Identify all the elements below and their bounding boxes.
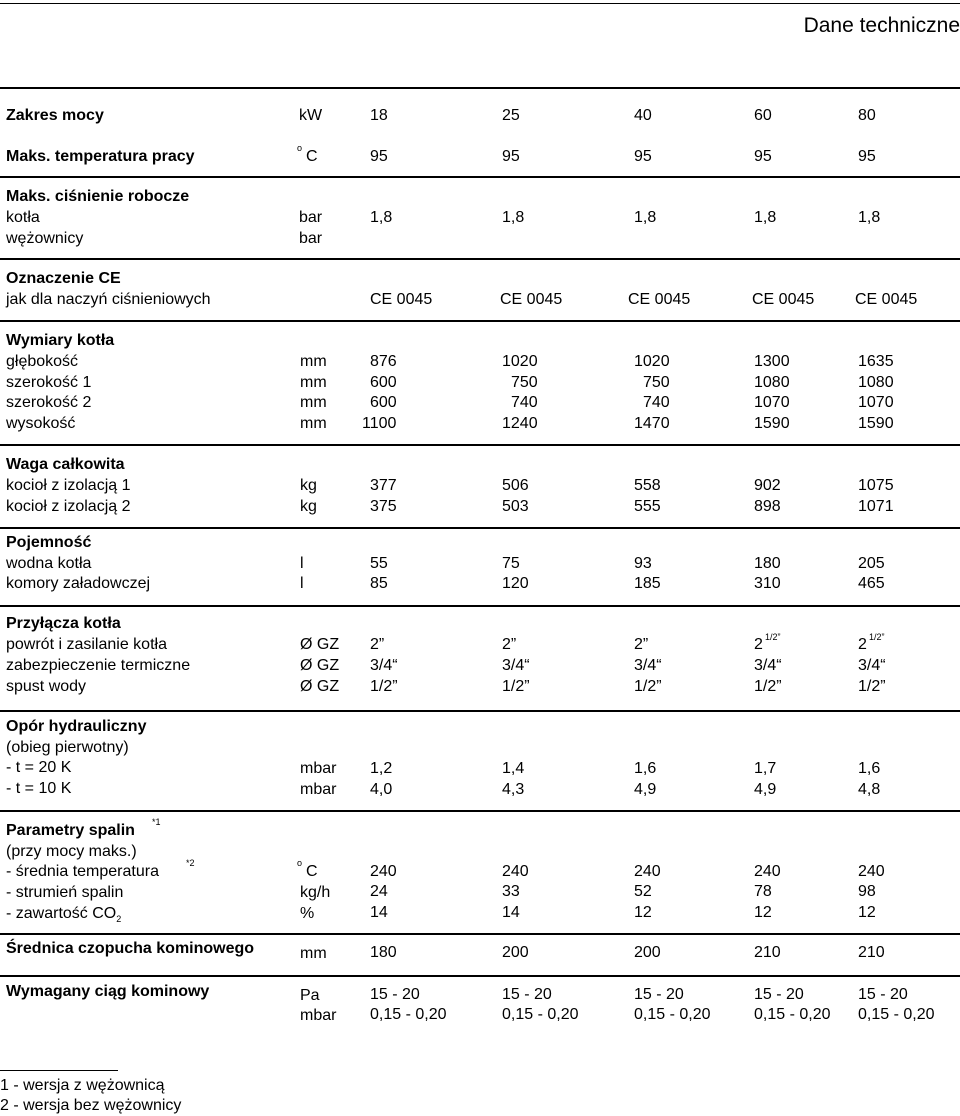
value: 240 <box>634 863 661 880</box>
row-label: komory załadowczej <box>6 575 151 592</box>
value: 2 <box>858 636 867 653</box>
value: 740 <box>643 394 670 411</box>
value: 1071 <box>858 498 894 515</box>
unit: l <box>300 575 304 592</box>
row-label-ciag: Wymagany ciąg kominowy <box>6 983 210 1000</box>
value: 558 <box>634 477 661 494</box>
footnote-ref: *2 <box>186 858 195 868</box>
value: 180 <box>754 555 781 572</box>
row-label: wężownicy <box>6 230 84 247</box>
value: 750 <box>511 374 538 391</box>
value: 4,9 <box>754 781 777 798</box>
row-label: wysokość <box>6 415 76 432</box>
value: 2 <box>754 636 763 653</box>
value: 1/2” <box>502 678 530 695</box>
row-label: zabezpieczenie termiczne <box>6 657 191 674</box>
unit: l <box>300 555 304 572</box>
value: 1070 <box>858 394 894 411</box>
unit: C <box>306 148 318 165</box>
value: 1/2” <box>634 678 662 695</box>
value: 210 <box>754 944 781 961</box>
table-rule <box>0 258 960 260</box>
value: 1,8 <box>634 209 657 226</box>
footnote: 1 - wersja z wężownicą <box>0 1077 165 1094</box>
unit: C <box>306 863 318 880</box>
section-title-opor: Opór hydrauliczny <box>6 718 147 735</box>
value: 52 <box>634 883 652 900</box>
section-subtitle: (obieg pierwotny) <box>6 739 129 756</box>
value: 15 - 20 <box>502 986 552 1003</box>
value: 240 <box>754 863 781 880</box>
value: 1,6 <box>634 760 657 777</box>
value: 24 <box>370 883 388 900</box>
row-label-zakres: Zakres mocy <box>6 107 104 124</box>
row-label: szerokość 2 <box>6 394 92 411</box>
subscript: 2 <box>116 914 122 924</box>
unit: bar <box>299 230 323 247</box>
row-label: - strumień spalin <box>6 884 124 901</box>
value: 1020 <box>634 353 670 370</box>
row-label: kocioł z izolacją 2 <box>6 498 131 515</box>
value: 15 - 20 <box>858 986 908 1003</box>
value: 15 - 20 <box>370 986 420 1003</box>
unit: Ø GZ <box>300 678 340 695</box>
value: CE 0045 <box>370 291 433 308</box>
row-label: szerokość 1 <box>6 374 92 391</box>
table-rule <box>0 527 960 529</box>
table-rule <box>0 444 960 446</box>
section-title-spaliny: Parametry spalin <box>6 822 135 839</box>
footnote-ref: *1 <box>152 817 161 827</box>
row-label-text: - zawartość CO <box>6 905 117 922</box>
unit: kg <box>300 477 317 494</box>
value: 40 <box>634 107 652 124</box>
table-rule <box>0 710 960 712</box>
value: 1,7 <box>754 760 777 777</box>
value: CE 0045 <box>855 291 918 308</box>
value: 1075 <box>858 477 894 494</box>
value: 1,8 <box>858 209 881 226</box>
unit: Ø GZ <box>300 657 340 674</box>
table-rule <box>0 176 960 178</box>
table-rule <box>0 320 960 322</box>
value: 1070 <box>754 394 790 411</box>
value: 2” <box>502 636 517 653</box>
row-label: jak dla naczyń ciśnieniowych <box>6 291 211 308</box>
value-sup: 1/2” <box>869 632 885 642</box>
row-label <box>6 904 121 925</box>
unit: Pa <box>300 987 320 1004</box>
value: 95 <box>858 148 876 165</box>
value: CE 0045 <box>628 291 691 308</box>
value: 0,15 - 0,20 <box>370 1006 447 1023</box>
unit: kW <box>299 107 323 124</box>
page-title: Dane techniczne <box>803 14 960 37</box>
value: 12 <box>754 904 772 921</box>
value: 600 <box>370 394 397 411</box>
value: 3/4“ <box>754 657 782 674</box>
value: 1635 <box>858 353 894 370</box>
value: 95 <box>754 148 772 165</box>
unit: mm <box>300 353 327 370</box>
row-label: spust wody <box>6 678 87 695</box>
value: 465 <box>858 575 885 592</box>
value: 876 <box>370 353 397 370</box>
value: 1590 <box>858 415 894 432</box>
value: 1/2” <box>754 678 782 695</box>
row-label: - t = 20 K <box>6 759 72 776</box>
value: 98 <box>858 883 876 900</box>
unit: % <box>300 905 315 922</box>
value: 14 <box>502 904 520 921</box>
table-rule <box>0 87 960 89</box>
value: 1,8 <box>502 209 525 226</box>
row-label: głębokość <box>6 353 79 370</box>
value: 0,15 - 0,20 <box>858 1006 935 1023</box>
unit: mm <box>300 415 327 432</box>
section-title-wymiary: Wymiary kotła <box>6 332 115 349</box>
unit: bar <box>299 209 323 226</box>
value: 0,15 - 0,20 <box>754 1006 831 1023</box>
value: 1470 <box>634 415 670 432</box>
value: 377 <box>370 477 397 494</box>
unit-sup: o <box>297 143 303 153</box>
value: 15 - 20 <box>634 986 684 1003</box>
value: 4,9 <box>634 781 657 798</box>
value: 3/4“ <box>634 657 662 674</box>
row-label: kotła <box>6 209 40 226</box>
value: 1080 <box>754 374 790 391</box>
value: 506 <box>502 477 529 494</box>
value: 95 <box>370 148 388 165</box>
section-subtitle: (przy mocy maks.) <box>6 843 137 860</box>
value: 2” <box>370 636 385 653</box>
section-title-ce: Oznaczenie CE <box>6 270 121 287</box>
value: 0,15 - 0,20 <box>502 1006 579 1023</box>
value: 33 <box>502 883 520 900</box>
unit: mbar <box>300 1007 337 1024</box>
row-label: - t = 10 K <box>6 780 72 797</box>
value: 1/2” <box>370 678 398 695</box>
value: 205 <box>858 555 885 572</box>
unit: mm <box>300 394 327 411</box>
value: 1300 <box>754 353 790 370</box>
table-rule <box>0 975 960 977</box>
value: 1,8 <box>370 209 393 226</box>
unit-sup: o <box>297 858 303 868</box>
table-rule <box>0 810 960 812</box>
unit: mbar <box>300 781 337 798</box>
value: 240 <box>370 863 397 880</box>
value: 0,15 - 0,20 <box>634 1006 711 1023</box>
value: 85 <box>370 575 388 592</box>
value: CE 0045 <box>500 291 563 308</box>
value: 80 <box>858 107 876 124</box>
value: 12 <box>634 904 652 921</box>
value: 503 <box>502 498 529 515</box>
value: 1,2 <box>370 760 393 777</box>
value: 95 <box>502 148 520 165</box>
value: 200 <box>634 944 661 961</box>
value: 1590 <box>754 415 790 432</box>
value: 18 <box>370 107 388 124</box>
value: 600 <box>370 374 397 391</box>
unit: mm <box>300 374 327 391</box>
value: 3/4“ <box>502 657 530 674</box>
value: CE 0045 <box>752 291 815 308</box>
footnote-divider <box>0 1070 118 1071</box>
row-label-czopuch: Średnica czopucha kominowego <box>6 940 255 957</box>
section-title-cisnienie: Maks. ciśnienie robocze <box>6 188 190 205</box>
value: 4,8 <box>858 781 881 798</box>
value: 95 <box>634 148 652 165</box>
value: 3/4“ <box>858 657 886 674</box>
value: 12 <box>858 904 876 921</box>
unit: Ø GZ <box>300 636 340 653</box>
top-rule <box>0 3 960 4</box>
section-title-przylacza: Przyłącza kotła <box>6 615 121 632</box>
value: 25 <box>502 107 520 124</box>
value: 310 <box>754 575 781 592</box>
value: 740 <box>511 394 538 411</box>
value: 93 <box>634 555 652 572</box>
value: 4,3 <box>502 781 525 798</box>
value: 3/4“ <box>370 657 398 674</box>
value: 60 <box>754 107 772 124</box>
value: 240 <box>502 863 529 880</box>
value: 1240 <box>502 415 538 432</box>
value: 120 <box>502 575 529 592</box>
value: 1100 <box>362 415 397 432</box>
table-rule <box>0 605 960 607</box>
value: 210 <box>858 944 885 961</box>
row-label: - średnia temperatura <box>6 863 159 880</box>
value: 75 <box>502 555 520 572</box>
table-rule <box>0 933 960 935</box>
value: 1,4 <box>502 760 525 777</box>
value: 750 <box>643 374 670 391</box>
section-title-waga: Waga całkowita <box>6 456 125 473</box>
value-sup: 1/2” <box>765 632 781 642</box>
value: 2” <box>634 636 649 653</box>
row-label: kocioł z izolacją 1 <box>6 477 131 494</box>
value: 240 <box>858 863 885 880</box>
unit: mm <box>300 945 327 962</box>
value: 185 <box>634 575 661 592</box>
value: 55 <box>370 555 388 572</box>
value: 1080 <box>858 374 894 391</box>
value: 898 <box>754 498 781 515</box>
row-label: wodna kotła <box>6 555 92 572</box>
value: 375 <box>370 498 397 515</box>
footnote: 2 - wersja bez wężownicy <box>0 1097 182 1114</box>
value: 1020 <box>502 353 538 370</box>
value: 1,8 <box>754 209 777 226</box>
value: 1/2” <box>858 678 886 695</box>
row-label: powrót i zasilanie kotła <box>6 636 167 653</box>
value: 78 <box>754 883 772 900</box>
row-label-temp: Maks. temperatura pracy <box>6 148 195 165</box>
value: 180 <box>370 944 397 961</box>
section-title-pojemnosc: Pojemność <box>6 534 92 551</box>
unit: kg <box>300 498 317 515</box>
value: 555 <box>634 498 661 515</box>
value: 1,6 <box>858 760 881 777</box>
value: 200 <box>502 944 529 961</box>
unit: kg/h <box>300 884 331 901</box>
value: 15 - 20 <box>754 986 804 1003</box>
value: 14 <box>370 904 388 921</box>
value: 4,0 <box>370 781 393 798</box>
unit: mbar <box>300 760 337 777</box>
value: 902 <box>754 477 781 494</box>
